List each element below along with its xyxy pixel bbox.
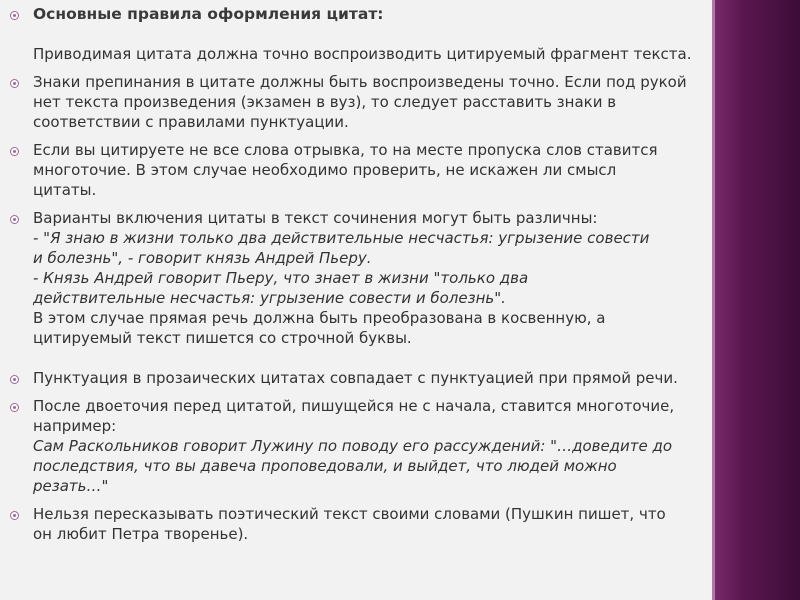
- rule-item-5: [8, 368, 708, 388]
- quote-example-line: Сам Раскольников говорит Лужину по поводу его рассуждений: "…доведите до: [33, 437, 673, 455]
- rule-item-2: [8, 72, 708, 132]
- rule-text-line: Знаки препинания в цитате должны быть воспроизведены точно. Если под рукой: [33, 73, 687, 91]
- quote-example-line: последствия, что вы давеча проповедовали, и выйдет, что людей можно: [33, 457, 617, 475]
- bullet-icon: [10, 11, 19, 20]
- quote-example-line: и болезнь", - говорит князь Андрей Пьеру.: [33, 249, 372, 267]
- bullet-icon: [10, 147, 19, 156]
- bullet-icon: [10, 403, 19, 412]
- bullet-icon: [10, 375, 19, 384]
- side-decor-edge: [712, 0, 715, 600]
- quote-example-line: действительные несчастья: угрызение совести и болезнь".: [33, 289, 506, 307]
- quote-example-line: резать…": [33, 477, 109, 495]
- rule-text-line: цитаты.: [33, 181, 97, 199]
- rule-text-line: цитируемый текст пишется со строчной буквы.: [33, 329, 412, 347]
- rule-text-line: Если вы цитируете не все слова отрывка, то на месте пропуска слов ставится: [33, 141, 658, 159]
- rule-item-4: [8, 208, 708, 348]
- bullet-icon: [10, 79, 19, 88]
- rule-text-line: соответствии с правилами пунктуации.: [33, 113, 349, 131]
- quote-example-line: - "Я знаю в жизни только два действительные несчастья: угрызение совести: [33, 229, 650, 247]
- rule-text-line: Нельзя пересказывать поэтический текст своими словами (Пушкин пишет, что: [33, 505, 666, 523]
- rule-item-7: [8, 504, 708, 544]
- rule-text-line: Приводимая цитата должна точно воспроизводить цитируемый фрагмент текста.: [33, 45, 692, 63]
- slide-title-text: Основные правила оформления цитат:: [33, 5, 384, 23]
- rule-text-line: Варианты включения цитаты в текст сочинения могут быть различны:: [33, 209, 598, 227]
- slide-content: [8, 4, 708, 552]
- rule-text-line: например:: [33, 417, 117, 435]
- rule-text-line: В этом случае прямая речь должна быть преобразована в косвенную, а: [33, 309, 606, 327]
- slide-title: [8, 4, 708, 24]
- side-decor-band: [712, 0, 800, 600]
- rule-item-3: [8, 140, 708, 200]
- bullet-icon: [10, 511, 19, 520]
- rule-text-line: он любит Петра творенье).: [33, 525, 249, 543]
- rule-text-line: нет текста произведения (экзамен в вуз), то следует расставить знаки в: [33, 93, 617, 111]
- bullet-icon: [10, 215, 19, 224]
- rule-text-line: Пунктуация в прозаических цитатах совпадает с пунктуацией при прямой речи.: [33, 369, 678, 387]
- rule-item-1: [8, 44, 708, 64]
- rule-text-line: многоточие. В этом случае необходимо проверить, не искажен ли смысл: [33, 161, 617, 179]
- rule-item-6: [8, 396, 708, 496]
- quote-example-line: - Князь Андрей говорит Пьеру, что знает в жизни "только два: [33, 269, 529, 287]
- rule-text-line: После двоеточия перед цитатой, пишущейся не с начала, ставится многоточие,: [33, 397, 675, 415]
